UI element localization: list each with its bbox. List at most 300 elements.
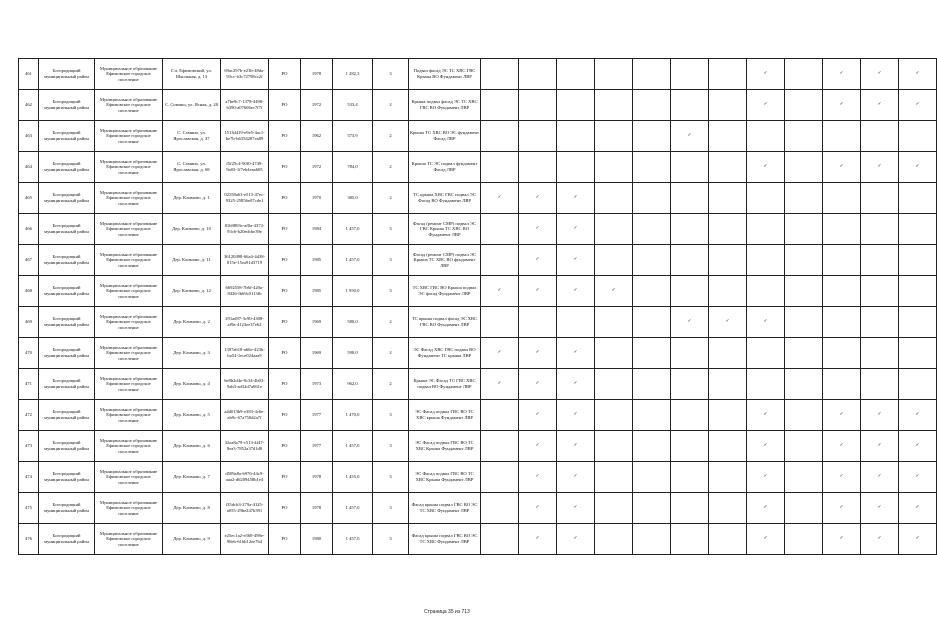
area-cell: 1 282,3 — [333, 59, 373, 90]
check-cell: ✓ — [747, 462, 785, 493]
table-row — [19, 121, 937, 152]
check-cell: ✓ — [861, 90, 899, 121]
check-cell — [785, 462, 823, 493]
works-cell: Фасад (ремонт СМР) подвал ЭС Крыша ТС ХВС ВО фундамент ЛВР — [409, 245, 481, 276]
check-cell — [595, 152, 633, 183]
floors-cell: 2 — [373, 121, 409, 152]
table-row — [19, 214, 937, 245]
check-cell: ✓ — [557, 276, 595, 307]
works-cell: Крыша ТС ЭС подвал фундамент Фасад ЛВР — [409, 152, 481, 183]
check-cell: ✓ — [519, 493, 557, 524]
check-cell — [595, 524, 633, 555]
check-cell — [595, 59, 633, 90]
check-cell: ✓ — [823, 493, 861, 524]
check-cell: ✓ — [747, 493, 785, 524]
floors-cell: 3 — [373, 276, 409, 307]
check-cell: ✓ — [747, 431, 785, 462]
table-row — [19, 245, 937, 276]
year-cell: 1969 — [301, 307, 333, 338]
check-cell — [633, 431, 671, 462]
check-cell — [709, 183, 747, 214]
row-number: 466 — [19, 214, 39, 245]
check-cell — [595, 121, 633, 152]
check-cell — [671, 431, 709, 462]
check-cell — [671, 59, 709, 90]
year-cell: 1978 — [301, 462, 333, 493]
check-cell — [785, 400, 823, 431]
check-cell — [747, 245, 785, 276]
guid-cell: 32ea8a79-c513-4f47-8ea3-7852a37d1d8 — [221, 431, 269, 462]
check-cell — [519, 307, 557, 338]
check-cell — [595, 307, 633, 338]
check-cell: ✓ — [519, 462, 557, 493]
check-cell — [899, 338, 937, 369]
address-cell: С. Сомино, ул. Ярославская, д. 37 — [163, 121, 221, 152]
check-cell — [671, 214, 709, 245]
check-cell — [785, 90, 823, 121]
address-cell: С. Сомино, ул. Ярославская, д. 68 — [163, 152, 221, 183]
check-cell — [823, 369, 861, 400]
guid-cell: 1397a618-a66e-423b-ba54-1ece024aaa9 — [221, 338, 269, 369]
check-cell — [633, 462, 671, 493]
year-cell: 1972 — [301, 90, 333, 121]
table-row — [19, 90, 937, 121]
works-cell: ЭС Фасад подвал ГВС ВО ТС ХВС Крыша Фундамент ЛВР — [409, 431, 481, 462]
area-cell: 1 457,0 — [333, 245, 373, 276]
check-cell: ✓ — [519, 183, 557, 214]
check-cell: ✓ — [519, 524, 557, 555]
year-cell: 1978 — [301, 493, 333, 524]
check-cell — [823, 245, 861, 276]
check-cell: ✓ — [747, 307, 785, 338]
floors-cell: 2 — [373, 307, 409, 338]
check-cell — [747, 338, 785, 369]
district-cell: Богородицкий муниципальный район — [39, 400, 95, 431]
district-cell: Богородицкий муниципальный район — [39, 369, 95, 400]
check-cell — [557, 90, 595, 121]
form-cell: РО — [269, 431, 301, 462]
check-cell — [633, 59, 671, 90]
housing-register-table — [18, 58, 937, 555]
row-number: 463 — [19, 121, 39, 152]
row-number: 469 — [19, 307, 39, 338]
municipality-cell: Муниципальное образование Ефимовское городское поселение — [95, 245, 163, 276]
area-cell: 385,0 — [333, 183, 373, 214]
table-row — [19, 59, 937, 90]
check-cell — [823, 183, 861, 214]
check-cell — [709, 245, 747, 276]
area-cell: 1 470,0 — [333, 400, 373, 431]
check-cell: ✓ — [557, 524, 595, 555]
guid-cell: 81b9803e-af0a-4372-93c6-b20edcbe39e — [221, 214, 269, 245]
check-cell — [671, 276, 709, 307]
check-cell — [557, 59, 595, 90]
check-cell — [747, 369, 785, 400]
works-cell: ТС крыша подвал фасад ЭС ХВС ГВС ВО Фундамент ЛВР — [409, 307, 481, 338]
district-cell: Богородицкий муниципальный район — [39, 276, 95, 307]
guid-cell: 69ac297b-e23b-48da-93cc-b3c72798cc2f — [221, 59, 269, 90]
check-cell: ✓ — [557, 400, 595, 431]
area-cell: 962,0 — [333, 369, 373, 400]
check-cell — [519, 152, 557, 183]
check-cell — [861, 245, 899, 276]
check-cell: ✓ — [557, 338, 595, 369]
check-cell: ✓ — [861, 59, 899, 90]
guid-cell: f35dcb3-279a-4125-a055-29be247b391 — [221, 493, 269, 524]
check-cell — [861, 121, 899, 152]
check-cell: ✓ — [747, 400, 785, 431]
check-cell: ✓ — [671, 121, 709, 152]
guid-cell: 02558a63-e513-47ec-9325-25856e07cde1 — [221, 183, 269, 214]
check-cell — [709, 400, 747, 431]
works-cell: ЭС Фасад ХВС ГВС подвал ВО Фундамент ТС крыша ЛВР — [409, 338, 481, 369]
check-cell — [481, 493, 519, 524]
check-cell — [899, 214, 937, 245]
check-cell — [633, 400, 671, 431]
year-cell: 1969 — [301, 338, 333, 369]
check-cell — [709, 90, 747, 121]
municipality-cell: Муниципальное образование Ефимовское городское поселение — [95, 431, 163, 462]
check-cell — [633, 307, 671, 338]
municipality-cell: Муниципальное образование Ефимовское городское поселение — [95, 307, 163, 338]
check-cell: ✓ — [823, 462, 861, 493]
check-cell: ✓ — [557, 369, 595, 400]
works-cell: Крыша подвал фасад ЭС ТС ХВС ГВС ВО Фундамент ЛВР — [409, 90, 481, 121]
form-cell: РО — [269, 276, 301, 307]
row-number: 472 — [19, 400, 39, 431]
row-number: 461 — [19, 59, 39, 90]
check-cell — [557, 152, 595, 183]
row-number: 475 — [19, 493, 39, 524]
address-cell: Дер. Климово, д. 6 — [163, 431, 221, 462]
table-row — [19, 369, 937, 400]
district-cell: Богородицкий муниципальный район — [39, 462, 95, 493]
address-cell: Дер. Климово, д. 2 — [163, 307, 221, 338]
check-cell — [861, 307, 899, 338]
check-cell — [595, 183, 633, 214]
year-cell: 1978 — [301, 59, 333, 90]
check-cell — [519, 90, 557, 121]
floors-cell: 3 — [373, 493, 409, 524]
check-cell: ✓ — [557, 493, 595, 524]
guid-cell: 1513d419-e9e5-4ac1-be7b-b6354287ea89 — [221, 121, 269, 152]
works-cell: ЭС Фасад подвал ГВС ВО ТС ХВС Крыша Фундамент ЛВР — [409, 462, 481, 493]
check-cell — [899, 121, 937, 152]
district-cell: Богородицкий муниципальный район — [39, 524, 95, 555]
check-cell — [785, 245, 823, 276]
row-number: 465 — [19, 183, 39, 214]
form-cell: РО — [269, 183, 301, 214]
floors-cell: 3 — [373, 245, 409, 276]
check-cell — [899, 369, 937, 400]
floors-cell: 3 — [373, 524, 409, 555]
check-cell — [481, 245, 519, 276]
check-cell: ✓ — [519, 276, 557, 307]
check-cell — [709, 59, 747, 90]
check-cell — [481, 214, 519, 245]
table-row — [19, 338, 937, 369]
year-cell: 1970 — [301, 183, 333, 214]
check-cell — [595, 338, 633, 369]
municipality-cell: Муниципальное образование Ефимовское городское поселение — [95, 121, 163, 152]
check-cell — [709, 214, 747, 245]
check-cell: ✓ — [899, 152, 937, 183]
table-row — [19, 462, 937, 493]
check-cell: ✓ — [823, 400, 861, 431]
check-cell — [747, 276, 785, 307]
municipality-cell: Муниципальное образование Ефимовское городское поселение — [95, 524, 163, 555]
address-cell: Дер. Климово, д. 7 — [163, 462, 221, 493]
check-cell: ✓ — [823, 90, 861, 121]
check-cell: ✓ — [823, 431, 861, 462]
check-cell — [671, 400, 709, 431]
check-cell — [861, 214, 899, 245]
check-cell — [633, 369, 671, 400]
check-cell — [481, 307, 519, 338]
check-cell: ✓ — [899, 90, 937, 121]
check-cell — [747, 183, 785, 214]
form-cell: РО — [269, 462, 301, 493]
row-number: 470 — [19, 338, 39, 369]
check-cell — [481, 90, 519, 121]
floors-cell: 2 — [373, 338, 409, 369]
floors-cell: 3 — [373, 214, 409, 245]
guid-cell: e25ec1a2-e568-498e-98eb-61bb12ee7b4 — [221, 524, 269, 555]
check-cell — [861, 369, 899, 400]
check-cell — [861, 276, 899, 307]
year-cell: 1962 — [301, 121, 333, 152]
table-body — [19, 59, 937, 555]
row-number: 462 — [19, 90, 39, 121]
row-number: 476 — [19, 524, 39, 555]
address-cell: Г.п. Ефимовский, ул. Школьная, д. 13 — [163, 59, 221, 90]
form-cell: РО — [269, 400, 301, 431]
floors-cell: 3 — [373, 59, 409, 90]
district-cell: Богородицкий муниципальный район — [39, 90, 95, 121]
municipality-cell: Муниципальное образование Ефимовское городское поселение — [95, 462, 163, 493]
address-cell: Дер. Климово, д. 10 — [163, 214, 221, 245]
check-cell: ✓ — [899, 493, 937, 524]
district-cell: Богородицкий муниципальный район — [39, 338, 95, 369]
area-cell: 1 457,0 — [333, 493, 373, 524]
form-cell: РО — [269, 338, 301, 369]
address-cell: Дер. Климово, д. 1 — [163, 183, 221, 214]
year-cell: 1977 — [301, 400, 333, 431]
year-cell: 1980 — [301, 524, 333, 555]
form-cell: РО — [269, 493, 301, 524]
form-cell: РО — [269, 369, 301, 400]
area-cell: 573,9 — [333, 121, 373, 152]
check-cell — [633, 121, 671, 152]
district-cell: Богородицкий муниципальный район — [39, 245, 95, 276]
check-cell: ✓ — [823, 59, 861, 90]
check-cell — [709, 338, 747, 369]
check-cell — [595, 462, 633, 493]
municipality-cell: Муниципальное образование Ефимовское городское поселение — [95, 59, 163, 90]
table-row — [19, 307, 937, 338]
check-cell: ✓ — [557, 214, 595, 245]
year-cell: 1985 — [301, 245, 333, 276]
check-cell — [709, 524, 747, 555]
floors-cell: 3 — [373, 462, 409, 493]
guid-cell: 6e8b2d4e-8c34-4b03-9ab3-ad32d7a061e — [221, 369, 269, 400]
check-cell: ✓ — [823, 152, 861, 183]
check-cell: ✓ — [899, 524, 937, 555]
check-cell — [747, 214, 785, 245]
area-cell: 580,0 — [333, 307, 373, 338]
address-cell: С. Сомино, ул. Ясная, д. 28 — [163, 90, 221, 121]
check-cell — [785, 152, 823, 183]
form-cell: РО — [269, 214, 301, 245]
works-cell: Крыша ТС ХВС ВО ЭС фундамент Фасад ЛВР — [409, 121, 481, 152]
check-cell — [785, 431, 823, 462]
check-cell — [595, 90, 633, 121]
table-row — [19, 431, 937, 462]
table-row — [19, 493, 937, 524]
check-cell — [633, 276, 671, 307]
check-cell: ✓ — [557, 245, 595, 276]
check-cell — [747, 121, 785, 152]
guid-cell: 291ad97-3c90-4308-af9a-4123ee37e62 — [221, 307, 269, 338]
check-cell — [633, 338, 671, 369]
check-cell: ✓ — [861, 431, 899, 462]
check-cell: ✓ — [823, 524, 861, 555]
check-cell — [709, 152, 747, 183]
row-number: 467 — [19, 245, 39, 276]
check-cell — [785, 183, 823, 214]
check-cell — [633, 245, 671, 276]
address-cell: Дер. Климово, д. 5 — [163, 400, 221, 431]
check-cell — [671, 369, 709, 400]
table-row — [19, 183, 937, 214]
address-cell: Дер. Климово, д. 4 — [163, 369, 221, 400]
check-cell: ✓ — [519, 431, 557, 462]
area-cell: 1 457,0 — [333, 431, 373, 462]
table-row — [19, 400, 937, 431]
check-cell — [633, 90, 671, 121]
municipality-cell: Муниципальное образование Ефимовское городское поселение — [95, 493, 163, 524]
check-cell: ✓ — [747, 152, 785, 183]
works-cell: Фасад (ремонт СМР) подвал ЭС ГВС Крыша ТС ХВС ВО Фундамент ЛВР — [409, 214, 481, 245]
check-cell — [785, 307, 823, 338]
area-cell: 590,0 — [333, 338, 373, 369]
check-cell: ✓ — [861, 524, 899, 555]
year-cell: 1977 — [301, 431, 333, 462]
check-cell: ✓ — [481, 338, 519, 369]
check-cell — [785, 276, 823, 307]
check-cell — [633, 183, 671, 214]
district-cell: Богородицкий муниципальный район — [39, 152, 95, 183]
row-number: 464 — [19, 152, 39, 183]
check-cell: ✓ — [519, 369, 557, 400]
check-cell: ✓ — [747, 90, 785, 121]
check-cell: ✓ — [519, 338, 557, 369]
check-cell — [633, 524, 671, 555]
district-cell: Богородицкий муниципальный район — [39, 183, 95, 214]
check-cell — [861, 183, 899, 214]
check-cell — [595, 431, 633, 462]
check-cell — [671, 183, 709, 214]
check-cell — [671, 462, 709, 493]
check-cell — [595, 245, 633, 276]
municipality-cell: Муниципальное образование Ефимовское городское поселение — [95, 90, 163, 121]
check-cell — [595, 400, 633, 431]
guid-cell: 6692558-7b6f-420a-8426-fb69c0113fb — [221, 276, 269, 307]
form-cell: РО — [269, 307, 301, 338]
area-cell: 533,4 — [333, 90, 373, 121]
check-cell: ✓ — [899, 400, 937, 431]
works-cell: ТС крыша ХВС ГВС подвал ЭС Фасад ВО Фундамент ЛВР — [409, 183, 481, 214]
guid-cell: a7be9c7-1378-4498-b390-a07606ec7f7f — [221, 90, 269, 121]
check-cell — [481, 400, 519, 431]
check-cell: ✓ — [861, 462, 899, 493]
area-cell: 1 950,0 — [333, 276, 373, 307]
address-cell: Дер. Климово, д. 12 — [163, 276, 221, 307]
form-cell: РО — [269, 90, 301, 121]
works-cell: Фасад крыша подвал ГВС ВО ЭС ТС ХВС Фундамент ЛВР — [409, 524, 481, 555]
guid-cell: f5f25c4-90f0-4749-9a03-1f7eb4eaa605 — [221, 152, 269, 183]
form-cell: РО — [269, 524, 301, 555]
check-cell: ✓ — [595, 276, 633, 307]
check-cell — [481, 462, 519, 493]
check-cell — [671, 493, 709, 524]
check-cell — [633, 152, 671, 183]
table-row — [19, 524, 937, 555]
floors-cell: 3 — [373, 431, 409, 462]
check-cell: ✓ — [861, 400, 899, 431]
check-cell — [899, 276, 937, 307]
check-cell: ✓ — [861, 493, 899, 524]
check-cell — [481, 524, 519, 555]
check-cell: ✓ — [481, 369, 519, 400]
check-cell — [823, 214, 861, 245]
check-cell — [671, 152, 709, 183]
table-row — [19, 276, 937, 307]
works-cell: ЭС Фасад подвал ГВС ВО ТС ХВС крыша Фундамент ЛВР — [409, 400, 481, 431]
district-cell: Богородицкий муниципальный район — [39, 214, 95, 245]
form-cell: РО — [269, 121, 301, 152]
municipality-cell: Муниципальное образование Ефимовское городское поселение — [95, 152, 163, 183]
check-cell — [671, 338, 709, 369]
check-cell — [899, 245, 937, 276]
check-cell — [823, 307, 861, 338]
year-cell: 1985 — [301, 276, 333, 307]
floors-cell: 2 — [373, 90, 409, 121]
municipality-cell: Муниципальное образование Ефимовское городское поселение — [95, 183, 163, 214]
works-cell: ТС ХВС ГВС ВО Крыша подвал ЭС фасад Фундамент ЛВР — [409, 276, 481, 307]
check-cell: ✓ — [519, 400, 557, 431]
page-number: Страница 35 из 713 — [424, 609, 470, 615]
check-cell — [899, 183, 937, 214]
row-number: 468 — [19, 276, 39, 307]
form-cell: РО — [269, 152, 301, 183]
year-cell: 1973 — [301, 369, 333, 400]
check-cell — [785, 493, 823, 524]
address-cell: Дер. Климово, д. 8 — [163, 493, 221, 524]
guid-cell: a4d013b9-e383-4c6e-ab9c-67a750d2a7f — [221, 400, 269, 431]
table-row — [19, 152, 937, 183]
area-cell: 1 455,0 — [333, 462, 373, 493]
check-cell — [671, 245, 709, 276]
check-cell — [709, 369, 747, 400]
check-cell — [899, 307, 937, 338]
check-cell: ✓ — [481, 276, 519, 307]
check-cell: ✓ — [861, 152, 899, 183]
check-cell: ✓ — [899, 462, 937, 493]
district-cell: Богородицкий муниципальный район — [39, 59, 95, 90]
check-cell — [671, 524, 709, 555]
floors-cell: 2 — [373, 369, 409, 400]
